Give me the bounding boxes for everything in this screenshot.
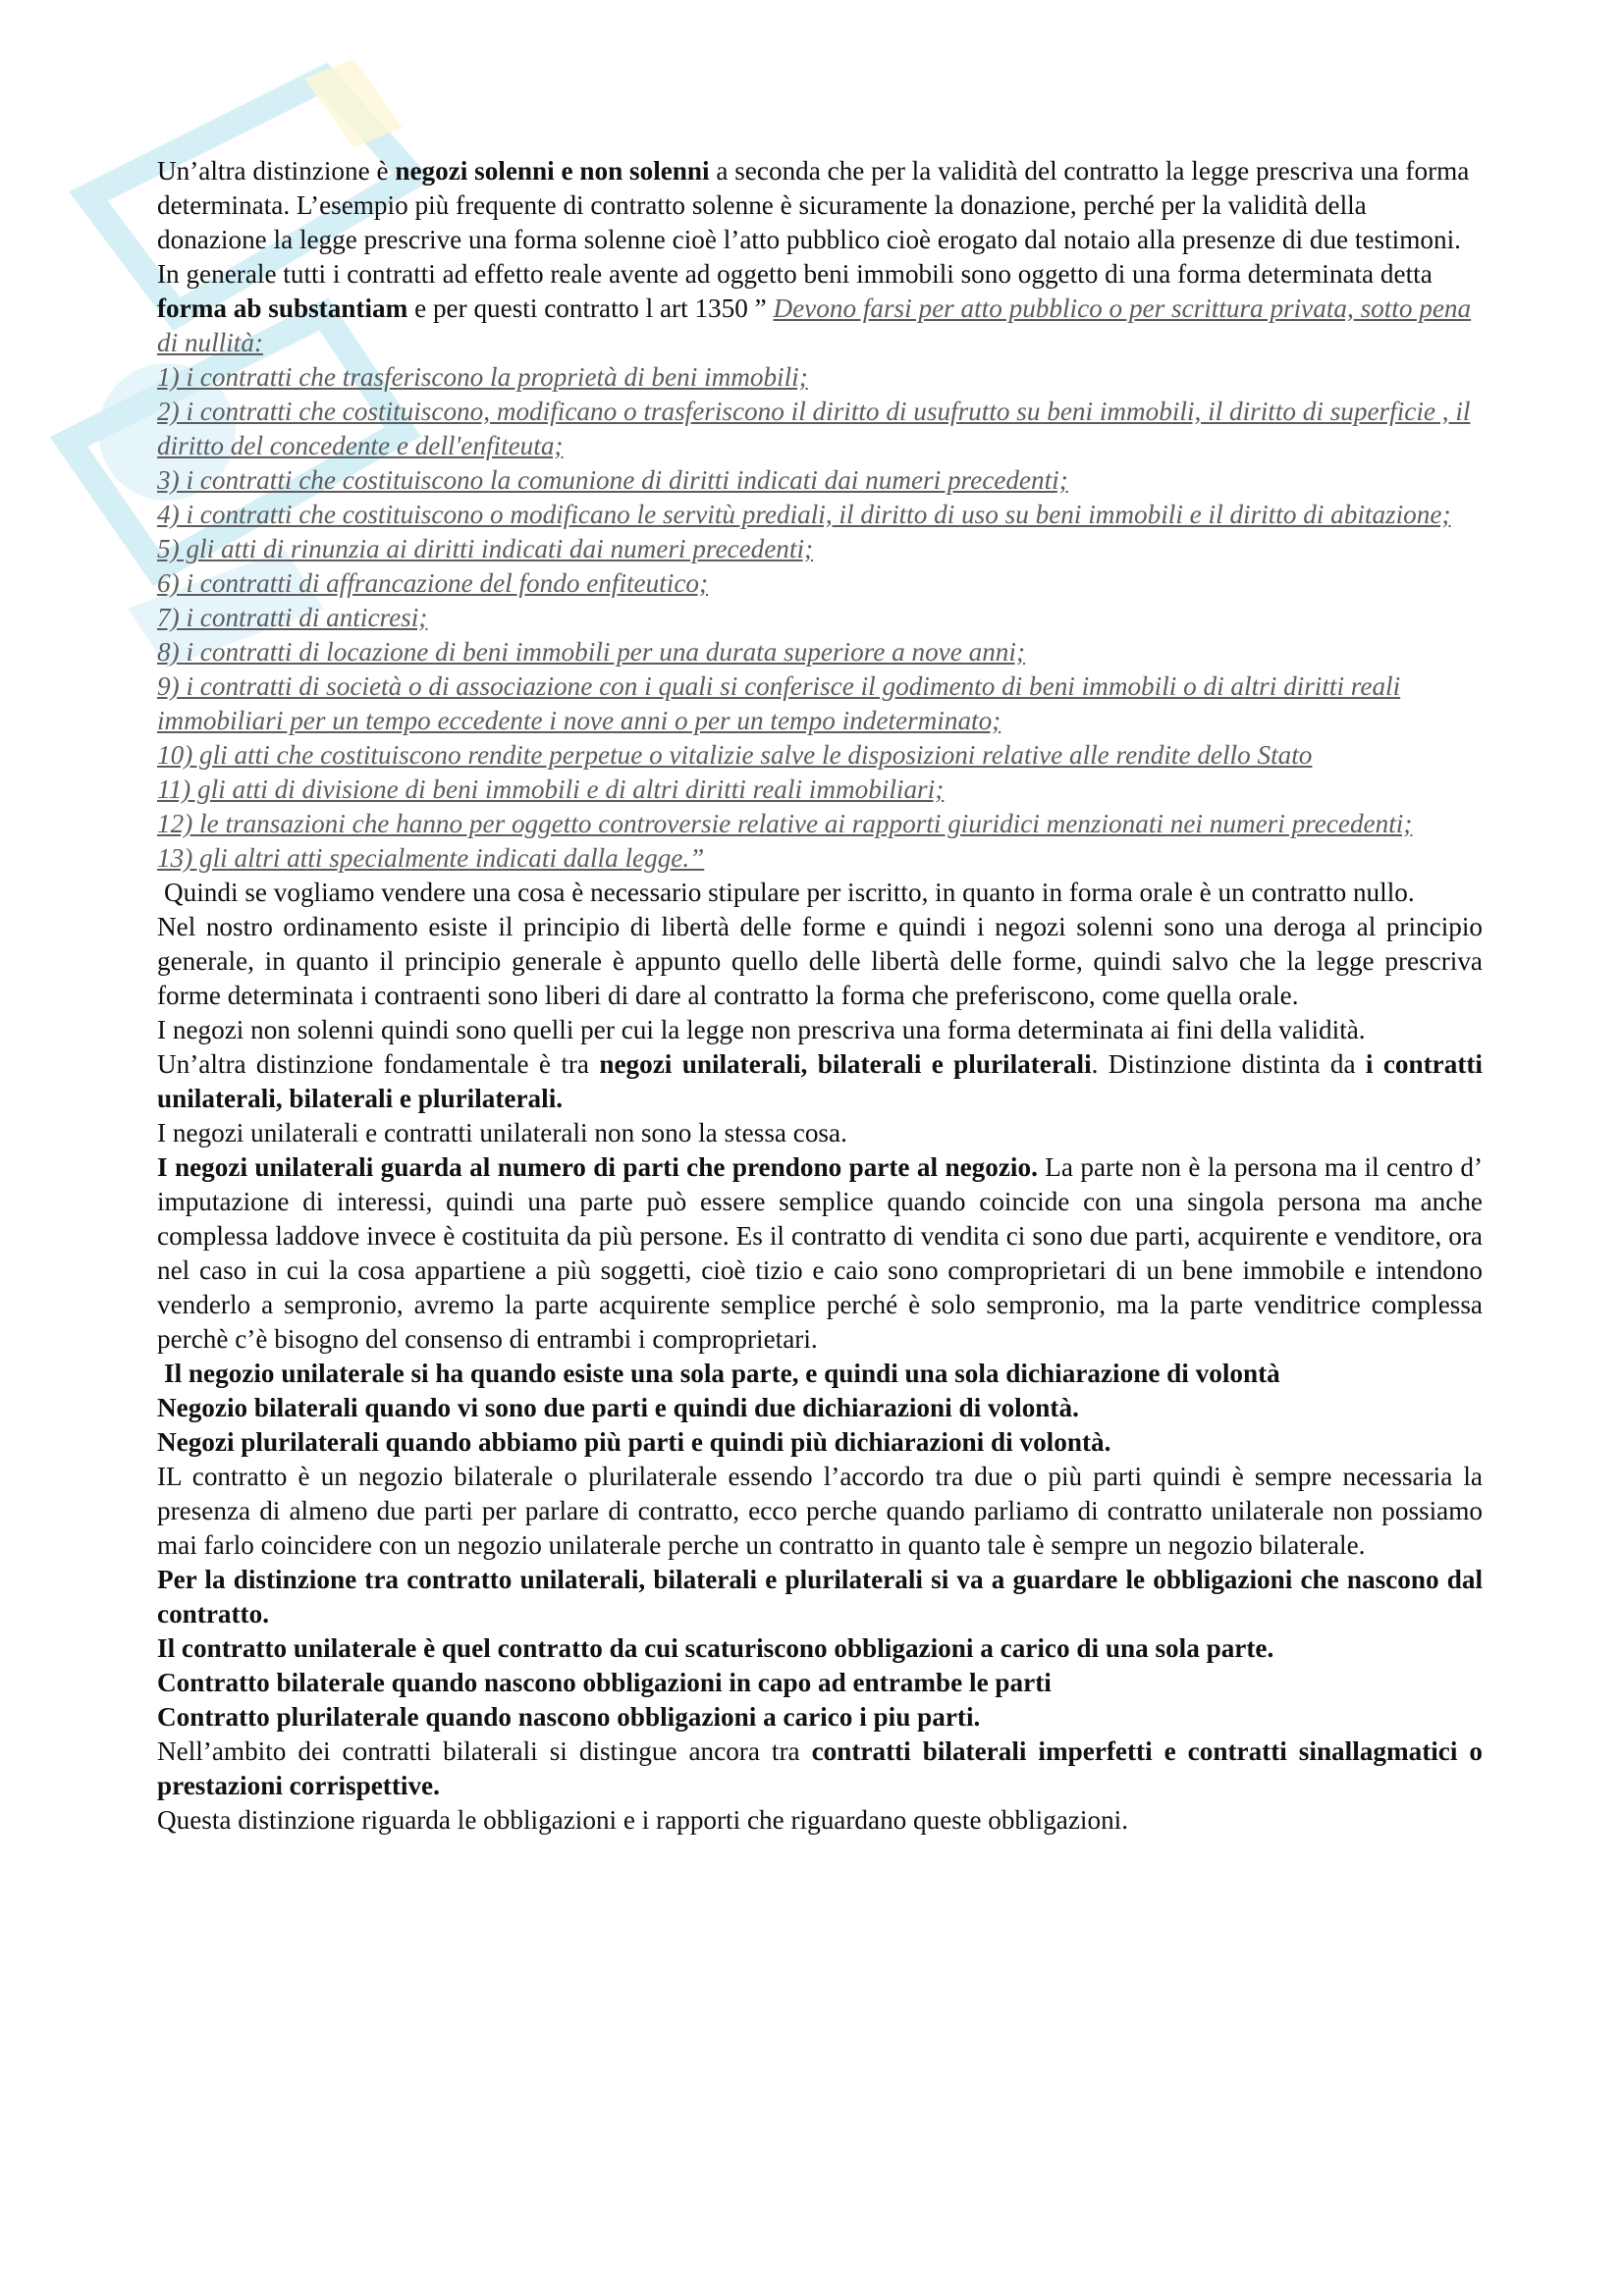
article-item: 9) i contratti di società o di associazione con i quali si conferisce il godimento di beni immobili o di altri diritti reali immobiliari per un tempo eccedente i nove anni o per un tempo indeterminato;: [157, 671, 1401, 735]
paragraph-ambito: [157, 1735, 1483, 1803]
ambito-text-1: Nell’ambito dei contratti bilaterali si distingue ancora tra: [157, 1736, 812, 1766]
bold-line: Il contratto unilaterale è quel contratto da cui scaturiscono obbligazioni a carico di una sola parte.: [157, 1633, 1274, 1663]
intro-bold-1: negozi solenni e non solenni: [395, 156, 710, 186]
numero-bold-1: I negozi unilaterali guarda al numero di parti che prendono parte al negozio.: [157, 1152, 1038, 1182]
bold-line: Il negozio unilaterale si ha quando esiste una sola parte, e quindi una sola dichiarazione di volontà: [164, 1359, 1280, 1388]
article-item: 5) gli atti di rinunzia ai diritti indicati dai numeri precedenti;: [157, 534, 814, 563]
paragraph-il-contratto: IL contratto è un negozio bilaterale o plurilaterale essendo l’accordo tra due o più parti quindi è sempre necessaria la presenza di almeno due parti per parlare di contratto, ecco perche quando parliamo di contratto unilaterale non possiamo mai farlo coincidere con un negozio unilaterale perche un contratto in quanto tale è sempre un negozio bilaterale.: [157, 1462, 1483, 1560]
bold-line: Contratto plurilaterale quando nascono obbligazioni a carico i piu parti.: [157, 1702, 981, 1732]
paragraph-non-solenni: I negozi non solenni quindi sono quelli per cui la legge non prescriva una forma determinata ai fini della validità.: [157, 1015, 1366, 1044]
article-list: [157, 360, 1483, 876]
document-body: [157, 154, 1483, 1838]
article-quote-intro: Devono farsi per atto pubblico o per scrittura privata, sotto pena di nullità:: [157, 294, 1472, 357]
article-item: 10) gli atti che costituiscono rendite perpetue o vitalizie salve le disposizioni relative alle rendite dello Stato: [157, 740, 1313, 770]
article-item: 11) gli atti di divisione di beni immobili e di altri diritti reali immobiliari;: [157, 774, 945, 804]
paragraph-quindi: Quindi se vogliamo vendere una cosa è necessario stipulare per iscritto, in quanto in forma orale è un contratto nullo.: [164, 878, 1415, 907]
intro-bold-2: forma ab substantiam: [157, 294, 408, 323]
paragraph-non-stessa: I negozi unilaterali e contratti unilaterali non sono la stessa cosa.: [157, 1118, 847, 1148]
numero-text-1: La parte non è la persona ma il centro d’ imputazione di interessi, quindi una parte può essere semplice quando coincide con una singola persona ma anche complessa laddove invece è costituita da più persone. Es il contratto di vendita ci sono due parti, acquirente e venditore, ora nel caso in cui la cosa appartiene a più soggetti, cioè tizio e caio sono comproprietari di un bene immobile e intendono venderlo a sempronio, avremo la parte acquirente semplice perché è solo sempronio, ma la parte venditrice complessa perchè c’è bisogno del consenso di entrambi i comproprietari.: [157, 1152, 1483, 1354]
paragraph-finale: Questa distinzione riguarda le obbligazioni e i rapporti che riguardano queste obbligazioni.: [157, 1805, 1129, 1835]
distinzione-text-2: . Distinzione distinta da: [1091, 1049, 1366, 1079]
paragraph-numero-parti: [157, 1150, 1483, 1357]
intro-text-2: a seconda che per la validità del contratto la legge prescriva una forma determinata. L’esempio più frequente di contratto solenne è sicuramente la donazione, perché per la validità della donazione la legge prescrive una forma solenne cioè l’atto pubblico cioè erogato dal notaio alla presenze di due testimoni. In generale tutti i contratti ad effetto reale avente ad oggetto beni immobili sono oggetto di una forma determinata detta: [157, 156, 1470, 289]
article-item: 4) i contratti che costituiscono o modificano le servitù prediali, il diritto di uso su beni immobili e il diritto di abitazione;: [157, 500, 1451, 529]
distinzione-bold-2: i contratti unilaterali, bilaterali e plurilaterali.: [157, 1049, 1483, 1113]
paragraph-ordinamento: Nel nostro ordinamento esiste il principio di libertà delle forme e quindi i negozi solenni sono una deroga al principio generale, in quanto il principio generale è appunto quello delle libertà delle forme, quindi salvo che la legge prescriva forme determinata i contraenti sono liberi di dare al contratto la forma che preferiscono, come quella orale.: [157, 912, 1483, 1010]
bold-line: Contratto bilaterale quando nascono obbligazioni in capo ad entrambe le parti: [157, 1668, 1052, 1697]
paragraph-distinzione: [157, 1047, 1483, 1116]
distinzione-text-1: Un’altra distinzione fondamentale è tra: [157, 1049, 600, 1079]
article-item: 7) i contratti di anticresi;: [157, 603, 428, 632]
paragraph-obbligazioni: Per la distinzione tra contratto unilaterali, bilaterali e plurilaterali si va a guardare le obbligazioni che nascono dal contratto.: [157, 1565, 1483, 1629]
article-item: 6) i contratti di affrancazione del fondo enfiteutico;: [157, 568, 709, 598]
ambito-bold-1: contratti bilaterali imperfetti e contratti sinallagmatici o prestazioni corrispettive.: [157, 1736, 1483, 1800]
bold-line: Negozi plurilaterali quando abbiamo più parti e quindi più dichiarazioni di volontà.: [157, 1427, 1111, 1457]
bold-line: Negozio bilaterali quando vi sono due parti e quindi due dichiarazioni di volontà.: [157, 1393, 1079, 1422]
article-item: 3) i contratti che costituiscono la comunione di diritti indicati dai numeri precedenti;: [157, 465, 1068, 495]
article-item: 2) i contratti che costituiscono, modificano o trasferiscono il diritto di usufrutto su beni immobili, il diritto di superficie , il diritto del concedente e dell'enfiteuta;: [157, 397, 1471, 460]
intro-text-1: Un’altra distinzione è: [157, 156, 396, 186]
article-item: 12) le transazioni che hanno per oggetto controversie relative ai rapporti giuridici menzionati nei numeri precedenti;: [157, 809, 1413, 838]
intro-text-3: e per questi contratto l art 1350 ”: [407, 294, 774, 323]
article-item: 13) gli altri atti specialmente indicati dalla legge.”: [157, 843, 705, 873]
article-item: 1) i contratti che trasferiscono la proprietà di beni immobili;: [157, 362, 808, 392]
distinzione-bold-1: negozi unilaterali, bilaterali e plurilaterali: [599, 1049, 1092, 1079]
intro-paragraph: [157, 154, 1483, 360]
article-item: 8) i contratti di locazione di beni immobili per una durata superiore a nove anni;: [157, 637, 1026, 667]
